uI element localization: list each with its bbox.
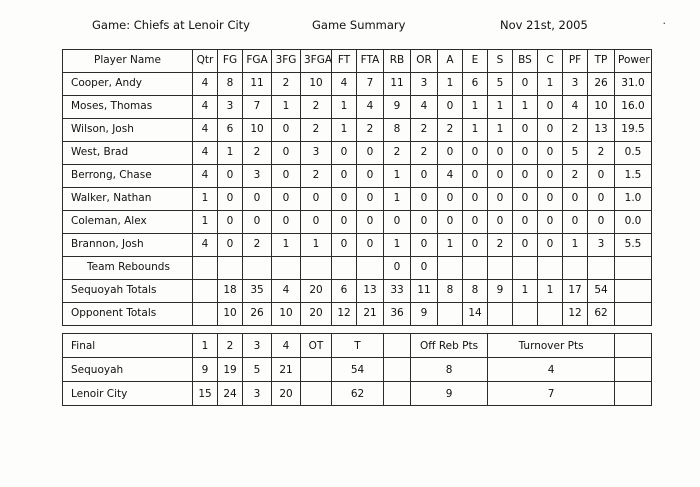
stat-cell: 8 bbox=[463, 280, 488, 303]
col-ft: FT bbox=[332, 50, 357, 73]
stat-cell: 0 bbox=[488, 211, 513, 234]
player-name-cell: Sequoyah Totals bbox=[63, 280, 193, 303]
col-pf: PF bbox=[563, 50, 588, 73]
stat-cell: 1.5 bbox=[615, 165, 652, 188]
spacer-cell-a bbox=[384, 334, 411, 358]
col-player-name: Player Name bbox=[63, 50, 193, 73]
stat-cell: 0 bbox=[513, 211, 538, 234]
stat-cell: 0 bbox=[513, 142, 538, 165]
turnover-pts-value: 4 bbox=[488, 358, 615, 382]
period-1-header: 1 bbox=[193, 334, 218, 358]
stat-cell: 1 bbox=[513, 280, 538, 303]
table-row bbox=[63, 234, 652, 257]
stat-cell: 1 bbox=[488, 119, 513, 142]
stat-cell: 1 bbox=[384, 165, 411, 188]
stat-cell bbox=[513, 303, 538, 326]
col-3fga: 3FGA bbox=[301, 50, 332, 73]
stat-cell: 0.5 bbox=[615, 142, 652, 165]
stat-cell: 4 bbox=[563, 96, 588, 119]
stat-cell: 0 bbox=[463, 188, 488, 211]
stat-cell: 0 bbox=[272, 211, 301, 234]
stat-cell: 0 bbox=[538, 234, 563, 257]
stat-cell: 0 bbox=[357, 142, 384, 165]
stat-cell: 1 bbox=[272, 96, 301, 119]
stat-cell: 12 bbox=[332, 303, 357, 326]
table-row bbox=[63, 142, 652, 165]
stat-cell: 0 bbox=[218, 188, 243, 211]
col-qtr: Qtr bbox=[193, 50, 218, 73]
stat-cell: 0 bbox=[538, 165, 563, 188]
summary-title: Game Summary bbox=[312, 18, 406, 32]
stat-cell: 6 bbox=[218, 119, 243, 142]
stat-cell: 0 bbox=[357, 165, 384, 188]
stat-cell: 1 bbox=[193, 211, 218, 234]
stat-cell: 0 bbox=[332, 165, 357, 188]
stat-cell: 4 bbox=[193, 165, 218, 188]
stat-cell: 1 bbox=[301, 234, 332, 257]
stat-cell: 2 bbox=[301, 96, 332, 119]
stat-cell: 1 bbox=[513, 96, 538, 119]
boxscore-table bbox=[62, 49, 652, 326]
player-name-cell: Opponent Totals bbox=[63, 303, 193, 326]
stat-cell: 0 bbox=[513, 119, 538, 142]
stat-cell: 5 bbox=[488, 73, 513, 96]
stat-cell: 0 bbox=[513, 165, 538, 188]
player-name-cell: Coleman, Alex bbox=[63, 211, 193, 234]
stat-cell: 0 bbox=[563, 188, 588, 211]
stat-cell: 4 bbox=[193, 234, 218, 257]
stat-cell: 0.0 bbox=[615, 211, 652, 234]
player-name-cell: Moses, Thomas bbox=[63, 96, 193, 119]
stat-cell: 0 bbox=[463, 165, 488, 188]
stat-cell: 0 bbox=[357, 211, 384, 234]
stat-cell: 2 bbox=[243, 142, 272, 165]
game-date: Nov 21st, 2005 bbox=[500, 18, 588, 32]
stat-cell: 1 bbox=[563, 234, 588, 257]
stat-cell: 0 bbox=[538, 211, 563, 234]
stat-cell: 4 bbox=[193, 142, 218, 165]
stat-cell bbox=[488, 257, 513, 280]
stat-cell: 0 bbox=[218, 234, 243, 257]
team-name: Sequoyah bbox=[63, 358, 193, 382]
stat-cell: 3 bbox=[301, 142, 332, 165]
final-label: Final bbox=[63, 334, 193, 358]
stat-cell: 0 bbox=[538, 142, 563, 165]
stat-cell bbox=[438, 257, 463, 280]
stat-cell: 10 bbox=[588, 96, 615, 119]
stat-cell bbox=[193, 303, 218, 326]
stat-cell: 12 bbox=[563, 303, 588, 326]
boxscore-table-wrap bbox=[62, 49, 650, 326]
stat-cell: 0 bbox=[463, 211, 488, 234]
stat-cell: 2 bbox=[272, 73, 301, 96]
table-row bbox=[63, 280, 652, 303]
stat-cell: 2 bbox=[301, 119, 332, 142]
stat-cell: 2 bbox=[384, 142, 411, 165]
stat-cell: 2 bbox=[243, 234, 272, 257]
stat-cell: 10 bbox=[218, 303, 243, 326]
stat-cell: 20 bbox=[301, 303, 332, 326]
stat-cell: 0 bbox=[332, 211, 357, 234]
col-rb: RB bbox=[384, 50, 411, 73]
stat-cell: 17 bbox=[563, 280, 588, 303]
stat-cell: 0 bbox=[301, 211, 332, 234]
period-1-score: 9 bbox=[193, 358, 218, 382]
summary-table bbox=[62, 333, 652, 406]
stat-cell bbox=[615, 280, 652, 303]
stat-cell: 0 bbox=[463, 142, 488, 165]
stat-cell: 62 bbox=[588, 303, 615, 326]
stat-cell bbox=[193, 280, 218, 303]
off-reb-pts-value: 8 bbox=[411, 358, 488, 382]
stat-cell: 4 bbox=[357, 96, 384, 119]
stat-cell: 11 bbox=[384, 73, 411, 96]
summary-header-row bbox=[63, 334, 652, 358]
stat-cell: 1 bbox=[463, 119, 488, 142]
stat-cell: 3 bbox=[588, 234, 615, 257]
stat-cell: 18 bbox=[218, 280, 243, 303]
table-row bbox=[63, 211, 652, 234]
stat-cell: 0 bbox=[438, 211, 463, 234]
stat-cell: 26 bbox=[243, 303, 272, 326]
col-fga: FGA bbox=[243, 50, 272, 73]
table-row bbox=[63, 119, 652, 142]
stat-cell: 1 bbox=[272, 234, 301, 257]
stat-cell bbox=[488, 303, 513, 326]
stat-cell: 2 bbox=[488, 234, 513, 257]
stat-cell bbox=[615, 303, 652, 326]
stat-cell: 3 bbox=[243, 165, 272, 188]
stat-cell: 5 bbox=[563, 142, 588, 165]
col-c: C bbox=[538, 50, 563, 73]
period-4-score: 21 bbox=[272, 358, 301, 382]
summary-row-away bbox=[63, 382, 652, 406]
col-fg: FG bbox=[218, 50, 243, 73]
stat-cell: 11 bbox=[411, 280, 438, 303]
player-name-cell: Team Rebounds bbox=[63, 257, 193, 280]
spacer-cell-a bbox=[384, 382, 411, 406]
stat-cell: 3 bbox=[563, 73, 588, 96]
stat-cell: 0 bbox=[411, 257, 438, 280]
stat-cell: 0 bbox=[272, 119, 301, 142]
stat-cell: 0 bbox=[332, 142, 357, 165]
stat-cell: 0 bbox=[384, 211, 411, 234]
stat-cell: 2 bbox=[563, 119, 588, 142]
stat-cell: 7 bbox=[243, 96, 272, 119]
stat-cell: 0 bbox=[438, 188, 463, 211]
spacer-cell-a bbox=[384, 358, 411, 382]
stat-cell: 33 bbox=[384, 280, 411, 303]
stat-cell bbox=[357, 257, 384, 280]
col-bs: BS bbox=[513, 50, 538, 73]
stat-cell: 1.0 bbox=[615, 188, 652, 211]
stat-cell: 0 bbox=[218, 165, 243, 188]
player-name-cell: Berrong, Chase bbox=[63, 165, 193, 188]
stat-cell bbox=[438, 303, 463, 326]
stat-cell: 0 bbox=[384, 257, 411, 280]
player-name-cell: West, Brad bbox=[63, 142, 193, 165]
stat-cell: 13 bbox=[357, 280, 384, 303]
stat-cell bbox=[193, 257, 218, 280]
stat-cell bbox=[218, 257, 243, 280]
boxscore-header-row bbox=[63, 50, 652, 73]
stat-cell: 0 bbox=[272, 142, 301, 165]
spacer-cell-b bbox=[615, 382, 652, 406]
stat-cell: 0 bbox=[513, 234, 538, 257]
period-4-score: 20 bbox=[272, 382, 301, 406]
stat-cell: 9 bbox=[488, 280, 513, 303]
stat-cell bbox=[538, 303, 563, 326]
col-a: A bbox=[438, 50, 463, 73]
turnover-pts-value: 7 bbox=[488, 382, 615, 406]
period-ot-header: OT bbox=[301, 334, 332, 358]
period-3-score: 3 bbox=[243, 382, 272, 406]
stat-cell bbox=[272, 257, 301, 280]
stat-cell: 8 bbox=[218, 73, 243, 96]
period-3-header: 3 bbox=[243, 334, 272, 358]
stat-cell bbox=[243, 257, 272, 280]
stat-cell: 1 bbox=[193, 188, 218, 211]
period-2-score: 19 bbox=[218, 358, 243, 382]
stat-cell: 2 bbox=[301, 165, 332, 188]
stat-cell: 0 bbox=[588, 188, 615, 211]
col-or: OR bbox=[411, 50, 438, 73]
stat-cell: 8 bbox=[384, 119, 411, 142]
stat-cell: 36 bbox=[384, 303, 411, 326]
stat-cell: 14 bbox=[463, 303, 488, 326]
stat-cell: 4 bbox=[272, 280, 301, 303]
stat-cell: 3 bbox=[218, 96, 243, 119]
table-row bbox=[63, 73, 652, 96]
stat-cell: 0 bbox=[411, 188, 438, 211]
col-3fg: 3FG bbox=[272, 50, 301, 73]
period-ot-score bbox=[301, 358, 332, 382]
stat-cell: 1 bbox=[538, 280, 563, 303]
stat-cell: 2 bbox=[588, 142, 615, 165]
stat-cell: 0 bbox=[243, 211, 272, 234]
stat-cell: 26 bbox=[588, 73, 615, 96]
stat-cell bbox=[538, 257, 563, 280]
period-3-score: 5 bbox=[243, 358, 272, 382]
stat-cell bbox=[301, 257, 332, 280]
player-name-cell: Brannon, Josh bbox=[63, 234, 193, 257]
stat-cell: 0 bbox=[538, 96, 563, 119]
stat-cell: 0 bbox=[488, 188, 513, 211]
stat-cell: 8 bbox=[438, 280, 463, 303]
player-name-cell: Walker, Nathan bbox=[63, 188, 193, 211]
period-ot-score bbox=[301, 382, 332, 406]
off-reb-pts-value: 9 bbox=[411, 382, 488, 406]
player-name-cell: Cooper, Andy bbox=[63, 73, 193, 96]
team-name: Lenoir City bbox=[63, 382, 193, 406]
period-4-header: 4 bbox=[272, 334, 301, 358]
table-row bbox=[63, 165, 652, 188]
stat-cell: 31.0 bbox=[615, 73, 652, 96]
table-row bbox=[63, 96, 652, 119]
stat-cell: 1 bbox=[538, 73, 563, 96]
stat-cell: 0 bbox=[588, 211, 615, 234]
stat-cell: 0 bbox=[438, 142, 463, 165]
stat-cell: 2 bbox=[357, 119, 384, 142]
stat-cell: 1 bbox=[218, 142, 243, 165]
stat-cell: 6 bbox=[463, 73, 488, 96]
stat-cell: 1 bbox=[438, 73, 463, 96]
turnover-pts-header: Turnover Pts bbox=[488, 334, 615, 358]
stat-cell: 5.5 bbox=[615, 234, 652, 257]
stat-cell: 4 bbox=[193, 96, 218, 119]
table-row bbox=[63, 303, 652, 326]
stat-cell: 1 bbox=[438, 234, 463, 257]
stat-cell: 0 bbox=[488, 165, 513, 188]
stat-cell: 0 bbox=[438, 96, 463, 119]
stat-cell: 3 bbox=[411, 73, 438, 96]
stat-cell bbox=[588, 257, 615, 280]
col-tp: TP bbox=[588, 50, 615, 73]
stat-cell: 2 bbox=[411, 119, 438, 142]
stat-cell: 4 bbox=[193, 119, 218, 142]
stat-cell bbox=[513, 257, 538, 280]
stat-cell: 0 bbox=[411, 165, 438, 188]
spacer-cell-b bbox=[615, 334, 652, 358]
stat-cell: 1 bbox=[332, 96, 357, 119]
stat-cell: 16.0 bbox=[615, 96, 652, 119]
period-2-score: 24 bbox=[218, 382, 243, 406]
stat-cell bbox=[332, 257, 357, 280]
stat-cell: 0 bbox=[513, 73, 538, 96]
stat-cell: 35 bbox=[243, 280, 272, 303]
stat-cell: 0 bbox=[243, 188, 272, 211]
summary-row-home bbox=[63, 358, 652, 382]
stat-cell: 9 bbox=[411, 303, 438, 326]
stat-cell: 0 bbox=[588, 165, 615, 188]
stat-cell: 4 bbox=[411, 96, 438, 119]
summary-table-wrap bbox=[62, 333, 636, 406]
table-row bbox=[63, 188, 652, 211]
stat-cell: 0 bbox=[218, 211, 243, 234]
table-row bbox=[63, 257, 652, 280]
page-header bbox=[0, 18, 700, 38]
stat-cell: 11 bbox=[243, 73, 272, 96]
stat-cell bbox=[563, 257, 588, 280]
stat-cell: 54 bbox=[588, 280, 615, 303]
stat-cell: 0 bbox=[301, 188, 332, 211]
stat-cell: 0 bbox=[357, 234, 384, 257]
stat-cell: 0 bbox=[357, 188, 384, 211]
stat-cell bbox=[615, 257, 652, 280]
off-reb-pts-header: Off Reb Pts bbox=[411, 334, 488, 358]
stat-cell: 20 bbox=[301, 280, 332, 303]
total-header: T bbox=[332, 334, 384, 358]
stat-cell: 1 bbox=[384, 234, 411, 257]
total-score: 62 bbox=[332, 382, 384, 406]
stat-cell: 4 bbox=[438, 165, 463, 188]
stat-cell: 0 bbox=[332, 234, 357, 257]
stat-cell: 0 bbox=[272, 165, 301, 188]
stat-cell: 6 bbox=[332, 280, 357, 303]
total-score: 54 bbox=[332, 358, 384, 382]
col-e: E bbox=[463, 50, 488, 73]
stat-cell: 1 bbox=[463, 96, 488, 119]
stat-cell: 10 bbox=[301, 73, 332, 96]
stat-cell: 13 bbox=[588, 119, 615, 142]
stat-cell: 9 bbox=[384, 96, 411, 119]
player-name-cell: Wilson, Josh bbox=[63, 119, 193, 142]
stat-cell: 1 bbox=[488, 96, 513, 119]
stat-cell: 19.5 bbox=[615, 119, 652, 142]
stat-cell: 0 bbox=[411, 234, 438, 257]
stat-cell: 0 bbox=[463, 234, 488, 257]
stat-cell: 2 bbox=[438, 119, 463, 142]
stat-cell: 21 bbox=[357, 303, 384, 326]
period-2-header: 2 bbox=[218, 334, 243, 358]
col-power: Power bbox=[615, 50, 652, 73]
stat-cell: 1 bbox=[332, 119, 357, 142]
stat-cell: 4 bbox=[332, 73, 357, 96]
stat-cell: 10 bbox=[243, 119, 272, 142]
game-title: Game: Chiefs at Lenoir City bbox=[92, 18, 250, 32]
stat-cell: 0 bbox=[411, 211, 438, 234]
stat-cell: 0 bbox=[538, 119, 563, 142]
stat-cell bbox=[463, 257, 488, 280]
stat-cell: 10 bbox=[272, 303, 301, 326]
stat-cell: 2 bbox=[411, 142, 438, 165]
spacer-cell-b bbox=[615, 358, 652, 382]
period-1-score: 15 bbox=[193, 382, 218, 406]
stat-cell: 0 bbox=[538, 188, 563, 211]
stat-cell: 7 bbox=[357, 73, 384, 96]
stat-cell: 0 bbox=[563, 211, 588, 234]
col-fta: FTA bbox=[357, 50, 384, 73]
stat-cell: 2 bbox=[563, 165, 588, 188]
col-s: S bbox=[488, 50, 513, 73]
stat-cell: 1 bbox=[384, 188, 411, 211]
stat-cell: 0 bbox=[488, 142, 513, 165]
corner-mark: . bbox=[662, 14, 666, 27]
stat-cell: 0 bbox=[332, 188, 357, 211]
stat-cell: 4 bbox=[193, 73, 218, 96]
stat-cell: 0 bbox=[272, 188, 301, 211]
stat-cell: 0 bbox=[513, 188, 538, 211]
